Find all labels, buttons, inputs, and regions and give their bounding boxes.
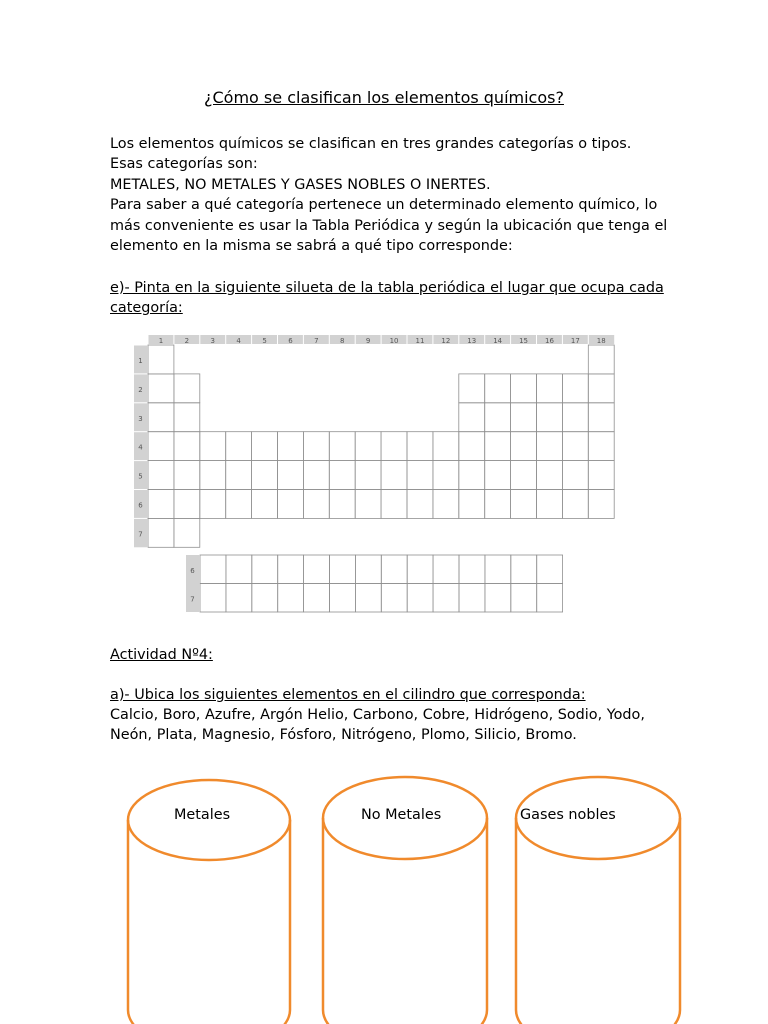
group-label: 13 xyxy=(467,337,477,345)
group-label: 2 xyxy=(184,337,190,345)
group-label: 12 xyxy=(441,337,451,345)
period-label: 1 xyxy=(138,357,143,365)
group-label: 8 xyxy=(340,337,345,345)
intro-line-4: Para saber a qué categoría pertenece un determinado elemento químico, lo xyxy=(110,197,658,213)
exercise-e-line-2: categoría: xyxy=(110,300,183,316)
activity-title: Actividad Nº4: xyxy=(110,647,213,663)
cylinder-label-gases-nobles: Gases nobles xyxy=(520,807,616,823)
period-label: 5 xyxy=(138,472,143,481)
elements-list-line-1: Calcio, Boro, Azufre, Argón Helio, Carbono, Cobre, Hidrógeno, Sodio, Yodo, xyxy=(110,707,645,723)
group-label: 10 xyxy=(389,337,399,345)
period-label: 2 xyxy=(138,385,143,394)
group-label: 7 xyxy=(314,337,319,345)
period-label: 6 xyxy=(138,501,143,510)
group-label: 9 xyxy=(365,337,371,345)
cylinder-body xyxy=(516,818,680,1024)
period-label: 7 xyxy=(138,530,143,539)
intro-line-3: METALES, NO METALES Y GASES NOBLES O INERTES. xyxy=(110,177,491,193)
cylinder-label-no-metales: No Metales xyxy=(361,807,442,823)
intro-line-2: Esas categorías son: xyxy=(110,156,258,172)
exercise-a-instruction: a)- Ubica los siguientes elementos en el cilindro que corresponda: xyxy=(110,687,586,703)
group-label: 15 xyxy=(519,337,529,345)
cylinder-label-metales: Metales xyxy=(174,807,231,823)
group-label: 11 xyxy=(415,337,425,345)
series-label: 6 xyxy=(190,567,195,575)
exercise-e-line-1: e)- Pinta en la siguiente silueta de la tabla periódica el lugar que ocupa cada xyxy=(110,280,664,296)
period-label: 4 xyxy=(138,443,143,452)
group-label: 6 xyxy=(288,337,293,345)
intro-line-6: elemento en la misma se sabrá a qué tipo corresponde: xyxy=(110,238,513,254)
elements-list-line-2: Neón, Plata, Magnesio, Fósforo, Nitrógeno, Plomo, Silicio, Bromo. xyxy=(110,727,577,743)
intro-line-1: Los elementos químicos se clasifican en tres grandes categorías o tipos. xyxy=(110,136,632,152)
group-label: 16 xyxy=(544,337,554,345)
cylinder-body xyxy=(128,820,290,1024)
period-label: 3 xyxy=(138,414,143,423)
cylinder-body xyxy=(323,818,487,1024)
group-label: 4 xyxy=(236,337,241,345)
group-label: 17 xyxy=(570,337,580,345)
group-label: 1 xyxy=(158,337,164,345)
group-label: 5 xyxy=(262,337,267,345)
intro-line-5: más conveniente es usar la Tabla Periódica y según la ubicación que tenga el xyxy=(110,218,668,234)
group-label: 18 xyxy=(596,337,606,345)
group-label: 14 xyxy=(493,337,503,345)
series-label: 7 xyxy=(190,595,195,604)
group-label: 3 xyxy=(210,337,215,345)
page-title: ¿Cómo se clasifican los elementos químicos? xyxy=(204,88,564,107)
